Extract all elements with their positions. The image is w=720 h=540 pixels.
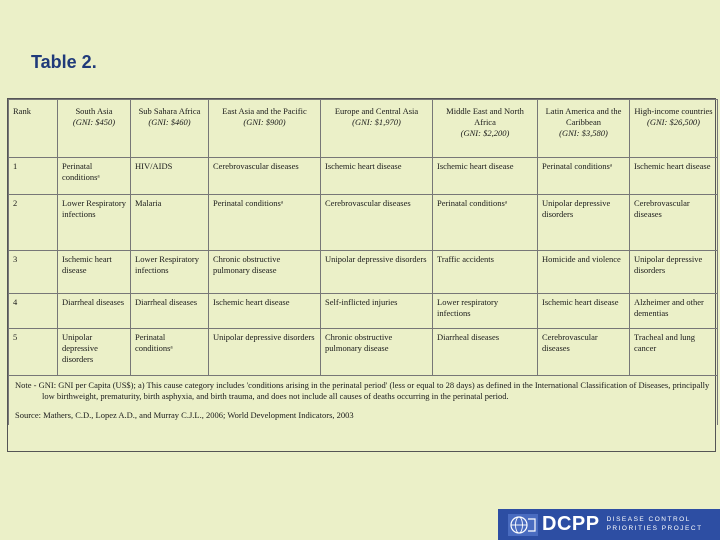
region-name: High-income countries	[634, 106, 713, 116]
header-region	[433, 100, 538, 158]
table-row	[9, 158, 718, 195]
region-name: South Asia	[75, 106, 113, 116]
region-name: East Asia and the Pacific	[222, 106, 307, 116]
logo-line1: DISEASE CONTROL	[606, 515, 691, 523]
header-region	[321, 100, 433, 158]
table-cell: Unipolar depressive disorders	[321, 251, 433, 294]
table-cell: Chronic obstructive pulmonary disease	[321, 329, 433, 376]
dcpp-logo	[498, 509, 720, 540]
rank-cell: 2	[9, 195, 58, 251]
table-cell: HIV/AIDS	[131, 158, 209, 195]
table-cell: Ischemic heart disease	[209, 294, 321, 329]
table-cell: Perinatal conditionsᵃ	[131, 329, 209, 376]
table-source: Source: Mathers, C.D., Lopez A.D., and Murray C.J.L., 2006; World Development Indicators, 2003	[15, 410, 354, 421]
header-region	[630, 100, 718, 158]
table-cell: Cerebrovascular diseases	[538, 329, 630, 376]
table-cell: Malaria	[131, 195, 209, 251]
table-cell: Ischemic heart disease	[630, 158, 718, 195]
table-cell: Diarrheal diseases	[131, 294, 209, 329]
table-cell: Unipolar depressive disorders	[209, 329, 321, 376]
region-gni: (GNI: $900)	[243, 117, 286, 128]
logo-name: DCPP	[542, 513, 600, 535]
region-gni: (GNI: $450)	[72, 117, 116, 128]
table-cell: Cerebrovascular diseases	[630, 195, 718, 251]
table-row	[9, 294, 718, 329]
table-cell: Tracheal and lung cancer	[630, 329, 718, 376]
table-cell: Chronic obstructive pulmonary disease	[209, 251, 321, 294]
logo-line2: PRIORITIES PROJECT	[606, 524, 703, 532]
header-region	[209, 100, 321, 158]
region-gni: (GNI: $1,970)	[352, 117, 401, 128]
table-row	[9, 251, 718, 294]
region-name: Latin America and the Caribbean	[545, 106, 622, 128]
rank-cell: 5	[9, 329, 58, 376]
region-name: Europe and Central Asia	[334, 106, 419, 116]
region-name: Middle East and North Africa	[446, 106, 524, 128]
logo-subtitle	[607, 516, 703, 534]
region-gni: (GNI: $2,200)	[460, 128, 510, 139]
table-cell: Ischemic heart disease	[321, 158, 433, 195]
region-gni: (GNI: $460)	[148, 117, 191, 128]
table-cell: Ischemic heart disease	[538, 294, 630, 329]
table-cell: Homicide and violence	[538, 251, 630, 294]
disease-ranking-table	[7, 98, 716, 452]
table-cell: Unipolar depressive disorders	[630, 251, 718, 294]
note-cell	[9, 376, 718, 426]
table-cell: Unipolar depressive disorders	[538, 195, 630, 251]
header-rank: Rank	[9, 100, 58, 158]
globe-icon	[508, 514, 538, 536]
table-cell: Perinatal conditionsᵃ	[433, 195, 538, 251]
table-cell: Cerebrovascular diseases	[209, 158, 321, 195]
header-row	[9, 100, 718, 158]
table-cell: Ischemic heart disease	[433, 158, 538, 195]
region-name: Sub Sahara Africa	[138, 106, 201, 116]
table-cell: Perinatal conditionsᵃ	[58, 158, 131, 195]
region-gni: (GNI: $3,580)	[559, 128, 608, 139]
table-cell: Ischemic heart disease	[58, 251, 131, 294]
rank-cell: 1	[9, 158, 58, 195]
table-cell: Self-inflicted injuries	[321, 294, 433, 329]
header-region	[538, 100, 630, 158]
header-region	[58, 100, 131, 158]
table-cell: Lower Respiratory infections	[58, 195, 131, 251]
table-cell: Alzheimer and other dementias	[630, 294, 718, 329]
table-cell: Lower respiratory infections	[433, 294, 538, 329]
table-row	[9, 195, 718, 251]
table-cell: Perinatal conditionsᵃ	[209, 195, 321, 251]
table-row	[9, 329, 718, 376]
table-note: Note - GNI: GNI per Capita (US$); a) This cause category includes 'conditions arising in the perinatal period' (less or equal to 28 days) as defined in the International Classification of Diseases, principally low birthweight, prematurity, birth asphyxia, and birth trauma, and does not include all causes of deaths occurring in the perinatal period.	[15, 380, 710, 402]
note-row	[9, 376, 718, 426]
rank-cell: 4	[9, 294, 58, 329]
rank-cell: 3	[9, 251, 58, 294]
table-cell: Traffic accidents	[433, 251, 538, 294]
table-cell: Diarrheal diseases	[58, 294, 131, 329]
table-cell: Unipolar depressive disorders	[58, 329, 131, 376]
region-gni: (GNI: $26,500)	[647, 117, 700, 128]
table-cell: Diarrheal diseases	[433, 329, 538, 376]
header-region	[131, 100, 209, 158]
table-cell: Lower Respiratory infections	[131, 251, 209, 294]
table-cell: Perinatal conditionsᵃ	[538, 158, 630, 195]
table-title: Table 2.	[31, 52, 97, 72]
table-cell: Cerebrovascular diseases	[321, 195, 433, 251]
